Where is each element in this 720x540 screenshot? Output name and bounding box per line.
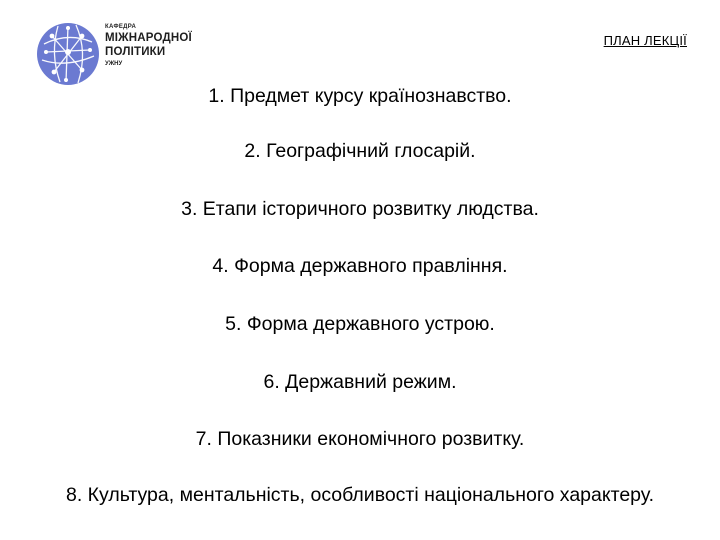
logo-politics-label: ПОЛІТИКИ [105, 45, 166, 58]
list-item-text: 6. Державний режим. [263, 371, 457, 393]
list-item-text: 5. Форма державного устрою. [225, 313, 495, 335]
list-item [0, 197, 720, 221]
list-item [0, 312, 720, 336]
lecture-plan-title: ПЛАН ЛЕКЦІЇ [603, 33, 687, 48]
list-item [0, 139, 720, 163]
list-item [0, 370, 720, 394]
list-item [40, 483, 680, 507]
logo-university-label: УЖНУ [105, 61, 123, 67]
list-item [0, 84, 720, 108]
list-item-text: 1. Предмет курсу країнознавство. [208, 85, 512, 107]
list-item-text: 7. Показники економічного розвитку. [195, 428, 525, 450]
list-item [0, 254, 720, 278]
logo-international-label: МІЖНАРОДНОЇ [105, 32, 192, 44]
list-item [0, 427, 720, 451]
list-item-text: 3. Етапи історичного розвитку людства. [181, 198, 539, 220]
logo-department-label: КАФЕДРА [105, 24, 137, 30]
list-item-text: 8. Культура, ментальність, особливості національного характеру. [66, 484, 654, 506]
globe-network-icon [36, 22, 100, 86]
logo-text [105, 24, 192, 67]
list-item-text: 2. Географічний глосарій. [244, 140, 476, 162]
list-item-text: 4. Форма державного правління. [212, 255, 508, 277]
